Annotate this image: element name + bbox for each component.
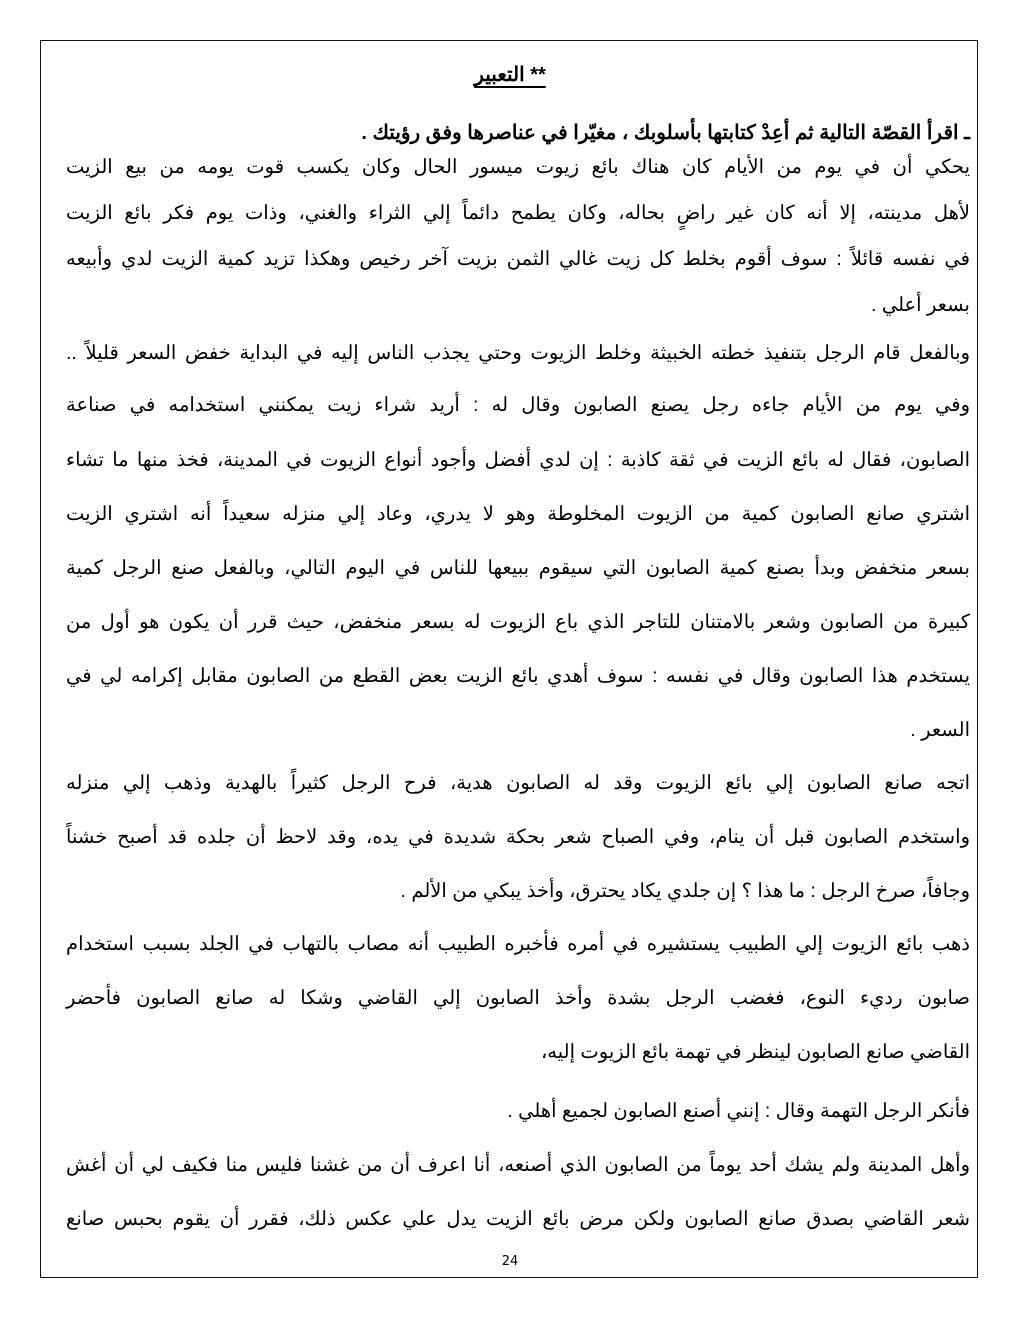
text-line: وبالفعل قام الرجل بتنفيذ خطته الخبيثة وخلط الزيوت وحتي يجذب الناس إليه في البداية خفض السعر قليلاً .. <box>66 342 970 364</box>
text-line: الصابون، فقال له بائع الزيت في ثقة كاذبة : إن لدي أفضل وأجود أنواع الزيوت في المدينة، فخذ منها ما تشاء <box>66 449 970 471</box>
text-line: القاضي صانع الصابون لينظر في تهمة بائع الزيوت إليه، <box>541 1041 970 1063</box>
text-line: لأهل مدينته، إلا أنه كان غير راضٍ بحاله، وكان يطمح دائماً إلي الثراء والغني، وذات يوم فكر بائع الزيت <box>66 202 970 224</box>
text-line: وأهل المدينة ولم يشك أحد يوماً من الصابون الذي أصنعه، أنا اعرف أن من غشنا فليس منا فكيف لي أن أغش <box>66 1154 970 1176</box>
text-line: في نفسه قائلاً : سوف أقوم بخلط كل زيت غالي الثمن بزيت آخر رخيص وهكذا تزيد كمية الزيت لدي وأبيعه <box>66 248 970 270</box>
text-line: بسعر منخفض وبدأ بصنع كمية الصابون التي سيقوم ببيعها للناس في اليوم التالي، وبالفعل صنع الرجل كمية <box>66 557 970 579</box>
text-line: فأنكر الرجل التهمة وقال : إنني أصنع الصابون لجميع أهلي . <box>507 1100 970 1122</box>
text-line: السعر . <box>910 719 970 741</box>
text-line: وجافاً، صرخ الرجل : ما هذا ؟ إن جلدي يكاد يحترق، وأخذ يبكي من الألم . <box>400 880 970 902</box>
instruction-text: ـ اقرأ القصّة التالية ثم أعِدْ كتابتها بأسلوبك ، مغيّرا في عناصرها وفق رؤيتك . <box>361 122 970 144</box>
page-title <box>40 62 980 87</box>
text-line: وفي يوم من الأيام جاءه رجل يصنع الصابون وقال له : أريد شراء زيت يمكنني استخدامه في صناعة <box>66 394 970 416</box>
text-line: اتجه صانع الصابون إلي بائع الزيوت وقد له الصابون هدية، فرح الرجل كثيراً بالهدية وذهب إلي منزله <box>66 772 970 794</box>
title-text: ** التعبير <box>474 64 546 86</box>
text-line: واستخدم الصابون قبل أن ينام، وفي الصباح شعر بحكة شديدة في يده، وقد لاحظ أن جلده قد أصبح خشناً <box>66 826 970 848</box>
text-line: يستخدم هذا الصابون وقال في نفسه : سوف أهدي بائع الزيت بعض القطع من الصابون مقابل إكرامه لي في <box>66 665 970 687</box>
text-line: شعر القاضي بصدق صانع الصابون ولكن مرض بائع الزيت يدل علي عكس ذلك، فقرر أن يقوم بحبس صانع <box>66 1208 970 1230</box>
text-line: بسعر أعلي . <box>870 294 970 316</box>
text-line: ذهب بائع الزيوت إلي الطبيب يستشيره في أمره فأخبره الطبيب أنه مصاب بالتهاب في الجلد بسبب استخدام <box>66 933 970 955</box>
text-line: اشتري صانع الصابون كمية من الزيوت المخلوطة وهو لا يدري، وعاد إلي منزله سعيداً أنه اشتري الزيت <box>66 503 970 525</box>
page-number: 24 <box>501 1254 519 1269</box>
text-line: يحكي أن في يوم من الأيام كان هناك بائع زيوت ميسور الحال وكان يكسب قوت يومه من بيع الزيت <box>66 156 970 178</box>
text-line: كبيرة من الصابون وشعر بالامتنان للتاجر الذي باع الزيوت له بسعر منخفض، حيث قرر أن يكون هو أول من <box>66 611 970 633</box>
text-line: صابون رديء النوع، فغضب الرجل بشدة وأخذ الصابون إلي القاضي وشكا له صانع الصابون فأحضر <box>66 987 970 1009</box>
